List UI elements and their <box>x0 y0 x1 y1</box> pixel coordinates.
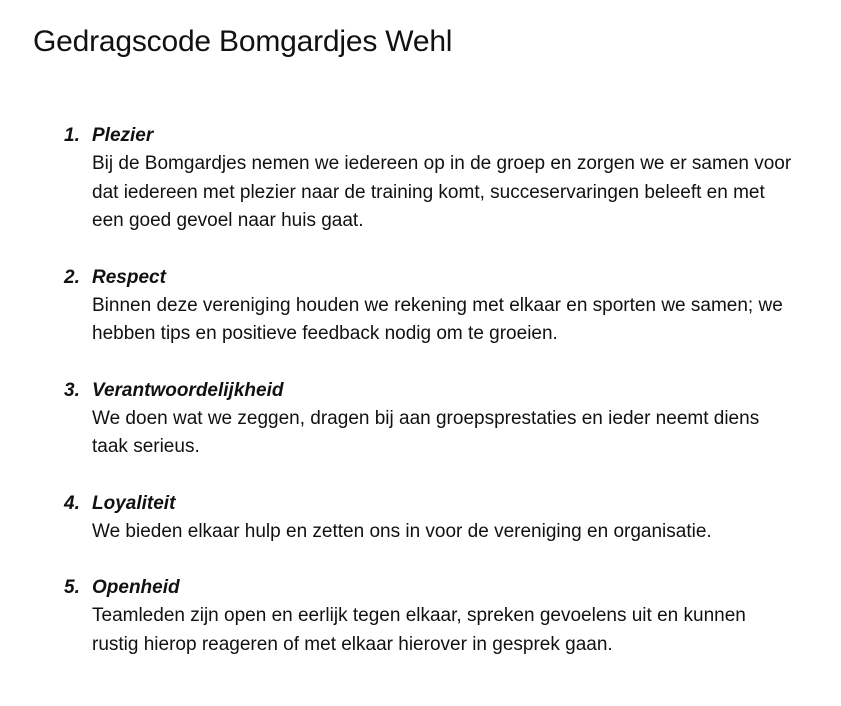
rule-text: Binnen deze vereniging houden we rekening met elkaar en sporten we samen; we hebben tips en positieve feedback nodig om te groeien. <box>92 294 783 344</box>
rule-number: 3. <box>64 379 80 401</box>
rule-title: Loyaliteit <box>92 492 176 514</box>
list-item-openheid <box>60 574 800 659</box>
rule-title: Plezier <box>92 125 154 146</box>
rule-number: 1. <box>64 125 80 146</box>
rule-number: 5. <box>64 577 80 598</box>
rule-text: Bij de Bomgardjes nemen we iedereen op in de groep en zorgen we er samen voor dat iedereen met plezier naar de training komt, succeservaringen beleeft en met een goed gevoel naar huis gaat. <box>92 153 792 231</box>
rules-list <box>60 122 800 687</box>
list-item-plezier <box>60 122 800 236</box>
page-title: Gedragscode Bomgardjes Wehl <box>33 25 453 58</box>
rule-number: 2. <box>64 266 80 288</box>
rule-text: We bieden elkaar hulp en zetten ons in voor de vereniging en organisatie. <box>92 520 712 542</box>
rule-title: Verantwoordelijkheid <box>92 379 284 401</box>
rule-number: 4. <box>64 492 80 514</box>
rule-text: Teamleden zijn open en eerlijk tegen elkaar, spreken gevoelens uit en kunnen rustig hierop reageren of met elkaar hierover in gesprek gaan. <box>92 605 746 655</box>
list-item-respect <box>60 264 800 349</box>
rule-title: Openheid <box>92 577 180 598</box>
list-item-loyaliteit <box>60 490 800 547</box>
rule-title: Respect <box>92 266 166 288</box>
list-item-verantwoordelijkheid <box>60 377 800 462</box>
rule-text: We doen wat we zeggen, dragen bij aan groepsprestaties en ieder neemt diens taak serieus. <box>92 407 760 457</box>
